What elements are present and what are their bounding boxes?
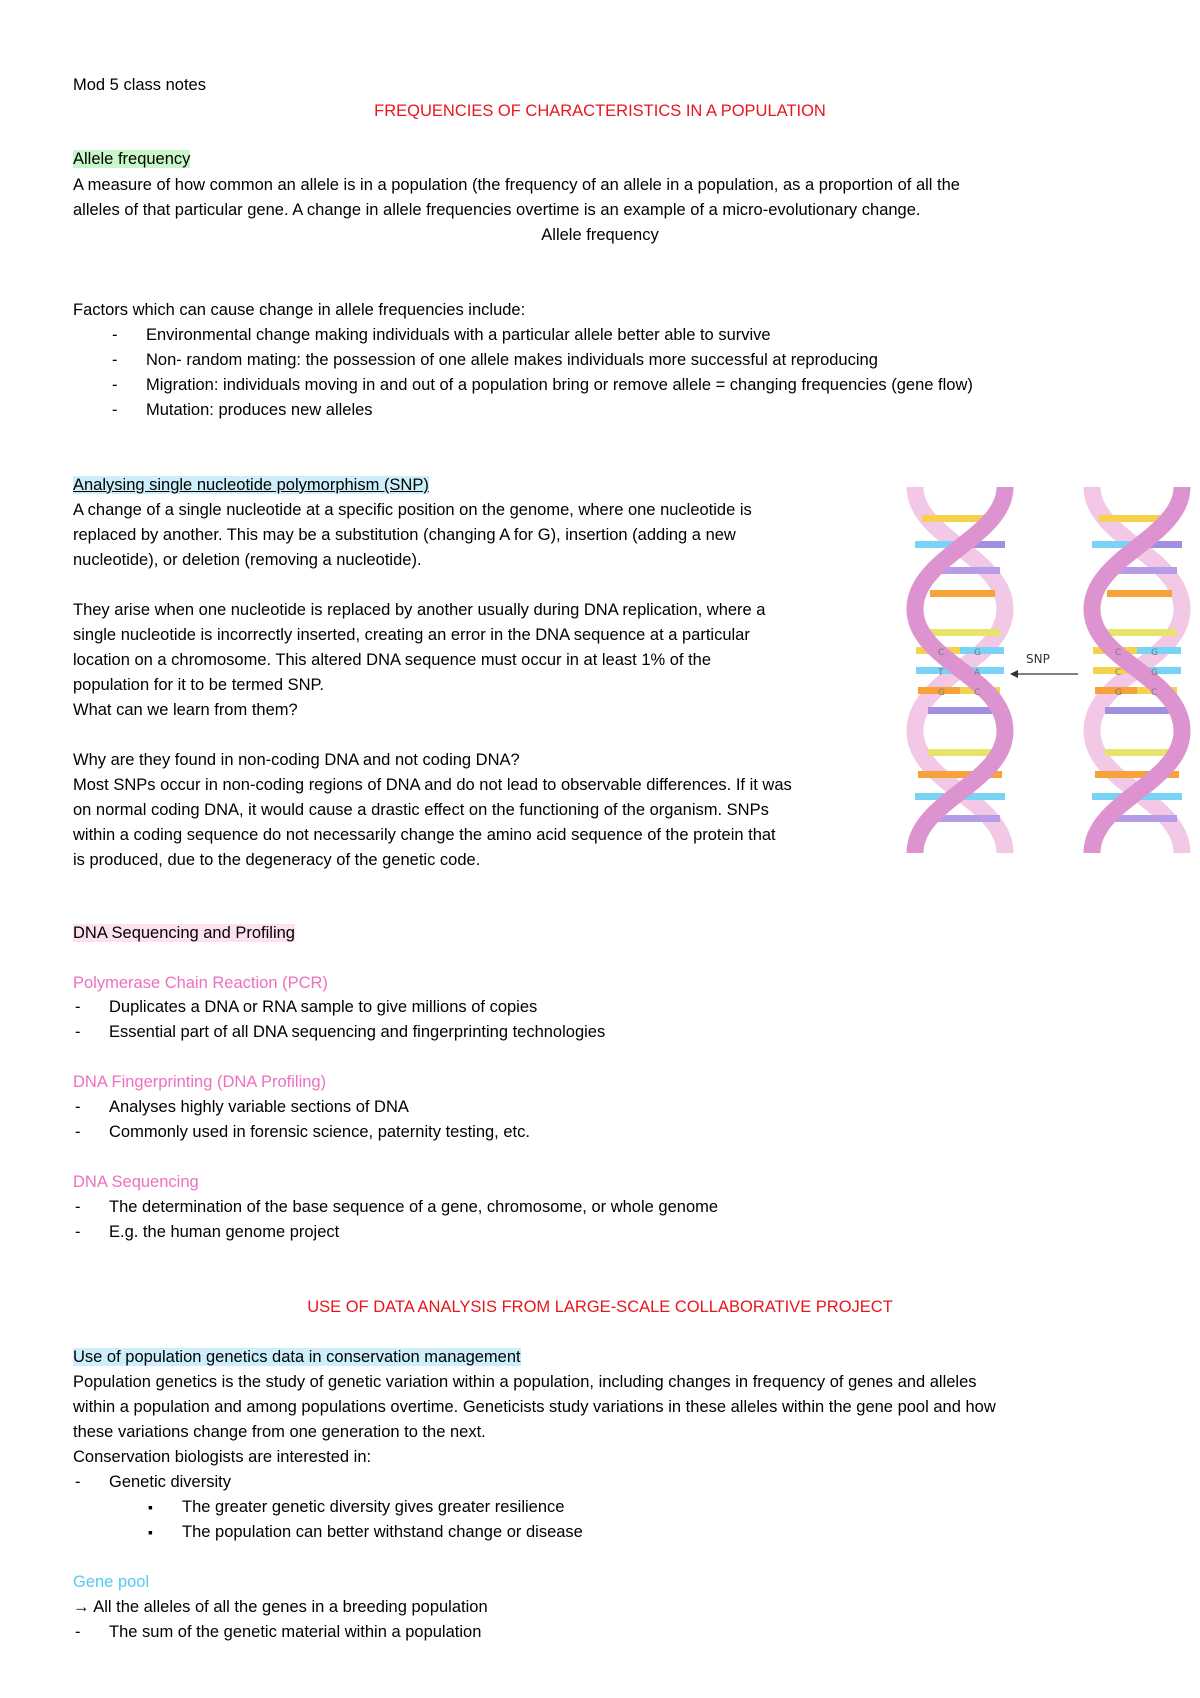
rung: [928, 707, 992, 714]
base-letter: C: [938, 648, 945, 658]
dash-bullet: -: [112, 326, 118, 344]
base-letter: C: [1115, 648, 1122, 658]
course-label: Mod 5 class notes: [73, 76, 206, 94]
dash-bullet: -: [112, 376, 118, 394]
conservation-para-line: within a population and among populations overtime. Geneticists study variations in these alleles within the gene pool and how: [73, 1398, 996, 1416]
allele-formula-label: Allele frequency: [541, 226, 659, 244]
base-letter: G: [974, 648, 981, 658]
helix-left: [915, 487, 1005, 853]
dash-bullet: -: [75, 1223, 81, 1241]
base-letter: A: [974, 668, 981, 678]
conservation-para-line: these variations change from one generation to the next.: [73, 1423, 486, 1441]
base-letter: G: [1115, 688, 1122, 698]
conservation-para-line: Population genetics is the study of genetic variation within a population, including changes in frequency of genes and alleles: [73, 1373, 977, 1391]
factor-item: Non- random mating: the possession of one allele makes individuals more successful at reproducing: [146, 351, 878, 369]
conservation-para-line: Conservation biologists are interested in:: [73, 1448, 372, 1466]
pcr-item: Duplicates a DNA or RNA sample to give millions of copies: [109, 998, 538, 1016]
fingerprint-item: Commonly used in forensic science, paternity testing, etc.: [109, 1123, 530, 1141]
dna-sequencing-heading: DNA Sequencing and Profiling: [73, 924, 295, 942]
factor-item: Migration: individuals moving in and out of a population bring or remove allele = changing frequencies (gene flow): [146, 376, 973, 394]
base-letter: G: [1151, 668, 1158, 678]
gene-pool-title: Gene pool: [73, 1573, 150, 1591]
base-letter: G: [1151, 648, 1158, 658]
square-bullet: ▪: [148, 1524, 153, 1540]
snp-question: Why are they found in non-coding DNA and not coding DNA?: [73, 751, 520, 769]
rung: [1105, 749, 1169, 756]
snp-para-line: within a coding sequence do not necessarily change the amino acid sequence of the protein that: [73, 826, 776, 844]
base-letter: C: [1151, 688, 1158, 698]
right-arrow-icon: →: [73, 1598, 90, 1616]
sequencing-title: DNA Sequencing: [73, 1173, 199, 1191]
snp-para-line: They arise when one nucleotide is replaced by another usually during DNA replication, where a: [73, 601, 766, 619]
snp-para-line: population for it to be termed SNP.: [73, 676, 325, 694]
sequencing-item: E.g. the human genome project: [109, 1223, 340, 1241]
base-letter: G: [938, 688, 945, 698]
dash-bullet: -: [75, 1098, 81, 1116]
section-title-frequencies: FREQUENCIES OF CHARACTERISTICS IN A POPULATION: [374, 102, 826, 120]
gene-pool-arrow-text: All the alleles of all the genes in a breeding population: [93, 1598, 488, 1616]
allele-para-line: alleles of that particular gene. A change in allele frequencies overtime is an example of a micro-evolutionary change.: [73, 201, 921, 219]
helix-right: [1092, 487, 1182, 853]
base-letter: C: [1115, 668, 1122, 678]
factor-item: Environmental change making individuals with a particular allele better able to survive: [146, 326, 771, 344]
snp-para-line: on normal coding DNA, it would cause a drastic effect on the functioning of the organism. SNPs: [73, 801, 769, 819]
conservation-item: Genetic diversity: [109, 1473, 231, 1491]
snp-arrow: [1010, 670, 1078, 678]
snp-para-line: is produced, due to the degeneracy of the genetic code.: [73, 851, 481, 869]
allele-para-line: A measure of how common an allele is in a population (the frequency of an allele in a population, as a proportion of all the: [73, 176, 960, 194]
snp-para-line: nucleotide), or deletion (removing a nucleotide).: [73, 551, 422, 569]
snp-para-line: location on a chromosome. This altered DNA sequence must occur in at least 1% of the: [73, 651, 712, 669]
dash-bullet: -: [75, 1623, 81, 1641]
sequencing-item: The determination of the base sequence of a gene, chromosome, or whole genome: [109, 1198, 719, 1216]
factors-intro: Factors which can cause change in allele frequencies include:: [73, 301, 526, 319]
base-letter: C: [974, 688, 981, 698]
conservation-subitem: The population can better withstand change or disease: [182, 1523, 583, 1541]
rung: [1107, 590, 1172, 597]
allele-frequency-heading: Allele frequency: [73, 150, 191, 168]
dash-bullet: -: [112, 351, 118, 369]
snp-dna-figure: [900, 487, 1200, 853]
square-bullet: ▪: [148, 1499, 153, 1515]
factor-item: Mutation: produces new alleles: [146, 401, 373, 419]
snp-para-line: A change of a single nucleotide at a specific position on the genome, where one nucleotide is: [73, 501, 752, 519]
dash-bullet: -: [75, 1123, 81, 1141]
section-title-data-analysis: USE OF DATA ANALYSIS FROM LARGE-SCALE COLLABORATIVE PROJECT: [307, 1298, 893, 1316]
snp-label: SNP: [1026, 652, 1050, 666]
pcr-title: Polymerase Chain Reaction (PCR): [73, 974, 328, 992]
fingerprinting-title: DNA Fingerprinting (DNA Profiling): [73, 1073, 327, 1091]
dash-bullet: -: [75, 1473, 81, 1491]
rung: [1105, 707, 1169, 714]
fingerprint-item: Analyses highly variable sections of DNA: [109, 1098, 409, 1116]
dash-bullet: -: [75, 998, 81, 1016]
dash-bullet: -: [75, 1198, 81, 1216]
rung: [930, 590, 995, 597]
conservation-heading: Use of population genetics data in conservation management: [73, 1348, 521, 1366]
rung: [928, 749, 992, 756]
conservation-subitem: The greater genetic diversity gives greater resilience: [182, 1498, 565, 1516]
dash-bullet: -: [75, 1023, 81, 1041]
snp-question: What can we learn from them?: [73, 701, 298, 719]
snp-para-line: single nucleotide is incorrectly inserted, creating an error in the DNA sequence at a particular: [73, 626, 750, 644]
gene-pool-item: The sum of the genetic material within a population: [109, 1623, 482, 1641]
snp-para-line: Most SNPs occur in non-coding regions of DNA and do not lead to observable differences. If it was: [73, 776, 792, 794]
snp-heading: Analysing single nucleotide polymorphism (SNP): [73, 476, 429, 494]
base-letter: T: [938, 668, 944, 678]
snp-para-line: replaced by another. This may be a substitution (changing A for G), insertion (adding a new: [73, 526, 736, 544]
dash-bullet: -: [112, 401, 118, 419]
pcr-item: Essential part of all DNA sequencing and fingerprinting technologies: [109, 1023, 606, 1041]
